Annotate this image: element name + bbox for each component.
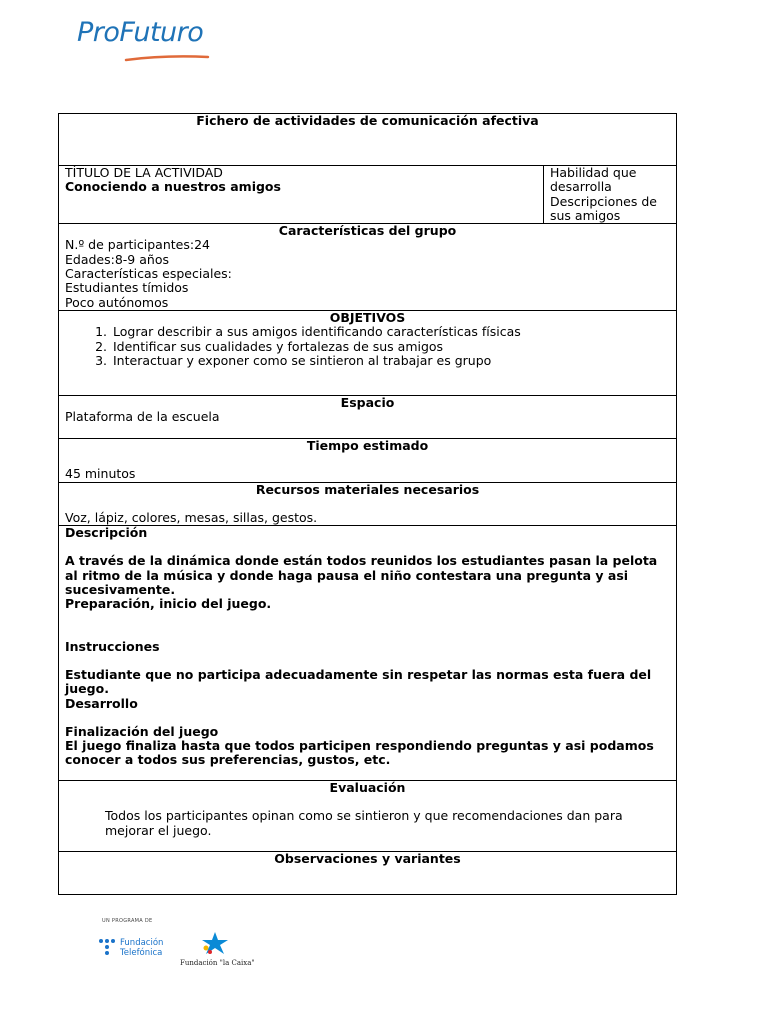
objective-item: 1. Lograr describir a sus amigos identificando características físicas <box>111 325 670 339</box>
resources-heading: Recursos materiales necesarios <box>255 481 480 497</box>
group-cell <box>59 224 677 311</box>
telefonica-name <box>120 938 163 958</box>
footer-logos <box>98 914 298 974</box>
form-title: Fichero de actividades de comunicación afectiva <box>59 114 677 166</box>
development-label: Desarrollo <box>65 695 138 711</box>
description-text: A través de la dinámica donde están todos reunidos los estudiantes pasan la pelota al ritmo de la música y donde haga pausa el niño contestara una pregunta y asi sucesivamente. <box>65 553 658 598</box>
time-value: 45 minutos <box>65 466 136 482</box>
group-line: Edades:8-9 años <box>65 251 169 267</box>
group-line: Estudiantes tímidos <box>65 280 189 296</box>
evaluation-heading: Evaluación <box>329 780 406 796</box>
la-caixa-star-icon <box>198 930 232 956</box>
space-value: Plataforma de la escuela <box>65 409 220 425</box>
telefonica-line1: Fundación <box>120 938 164 948</box>
resources-cell <box>59 482 677 526</box>
telefonica-line2: Telefónica <box>120 948 163 958</box>
objectives-list <box>65 325 670 368</box>
group-line: Poco autónomos <box>65 294 169 310</box>
activity-form-table <box>58 113 677 895</box>
observations-cell <box>59 852 677 895</box>
end-label: Finalización del juego <box>65 723 219 739</box>
activity-title-label: TÍTULO DE LA ACTIVIDAD <box>65 165 223 180</box>
group-line: N.º de participantes:24 <box>65 237 210 253</box>
observations-heading: Observaciones y variantes <box>274 851 461 867</box>
time-cell <box>59 438 677 482</box>
objectives-heading: OBJETIVOS <box>329 309 406 325</box>
fundacion-la-caixa-logo <box>180 930 255 968</box>
objective-item: 3. Interactuar y exponer como se sintieron al trabajar es grupo <box>111 354 670 368</box>
logo-swoosh-icon <box>124 54 210 62</box>
instructions-label: Instrucciones <box>65 638 160 654</box>
la-caixa-name: Fundación "la Caixa" <box>180 959 255 967</box>
instructions-text: Estudiante que no participa adecuadamente sin respetar las normas esta fuera del juego. <box>65 666 652 697</box>
time-heading: Tiempo estimado <box>306 437 429 453</box>
evaluation-cell <box>59 781 677 852</box>
resources-value: Voz, lápiz, colores, mesas, sillas, gestos. <box>65 509 318 525</box>
description-heading: Descripción <box>65 525 148 541</box>
description-cell <box>59 526 677 781</box>
fundacion-telefonica-logo <box>98 938 168 960</box>
activity-name: Conociendo a nuestros amigos <box>65 179 281 195</box>
evaluation-value: Todos los participantes opinan como se sintieron y que recomendaciones dan para mejorar el juego. <box>105 808 623 838</box>
objectives-cell <box>59 310 677 395</box>
skill-value: Descripciones de sus amigos <box>550 193 657 223</box>
skill-label: Habilidad que desarrolla <box>550 165 637 195</box>
group-heading: Características del grupo <box>278 223 457 239</box>
program-label: UN PROGRAMA DE <box>102 918 153 924</box>
logo-text: ProFuturo <box>77 17 204 48</box>
space-heading: Espacio <box>340 394 395 410</box>
end-text: El juego finaliza hasta que todos participen respondiendo preguntas y asi podamos conocer a todos sus preferencias, gustos, etc. <box>65 738 654 768</box>
telefonica-dots-icon <box>98 938 116 956</box>
preparation-text: Preparación, inicio del juego. <box>65 596 272 612</box>
space-cell <box>59 395 677 438</box>
objective-item: 2. Identificar sus cualidades y fortalezas de sus amigos <box>111 340 670 354</box>
profuturo-logo <box>77 17 217 66</box>
skill-cell <box>544 166 677 224</box>
activity-title-cell <box>59 166 544 224</box>
group-line: Características especiales: <box>65 266 232 282</box>
